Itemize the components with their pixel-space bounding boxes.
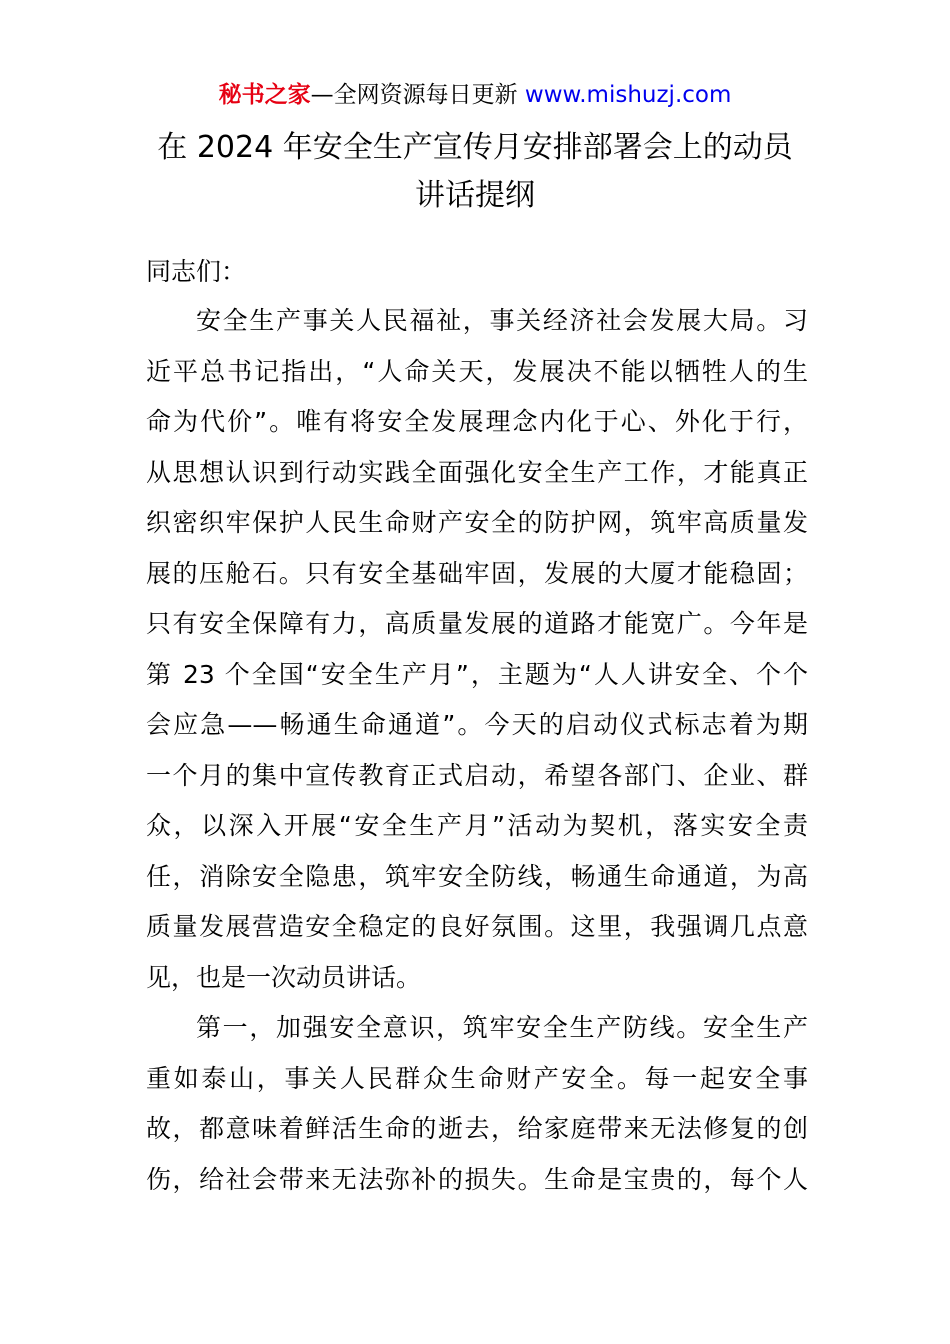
salutation: 同志们： <box>146 257 247 286</box>
site-brand: 秘书之家 <box>218 82 311 108</box>
paragraph-line: 会应急——畅通生命通道”。今天的启动仪式标志着为期 <box>146 710 808 739</box>
document-title <box>120 124 830 220</box>
title-line: 讲话提纲 <box>415 178 535 213</box>
paragraph-line: 近平总书记指出，“人命关天，发展决不能以牺牲人的生 <box>146 356 808 386</box>
paragraph-line: 任，消除安全隐患，筑牢安全防线，畅通生命通道，为高 <box>146 861 808 891</box>
site-tagline: —全网资源每日更新 <box>310 82 525 108</box>
paragraph <box>146 296 808 1003</box>
paragraph-line: 织密织牢保护人民生命财产安全的防护网，筑牢高质量发 <box>146 508 808 537</box>
paragraph-line: 见，也是一次动员讲话。 <box>146 962 422 992</box>
paragraph-line: 质量发展营造安全稳定的良好氛围。这里，我强调几点意 <box>146 912 808 941</box>
site-header <box>0 78 950 112</box>
paragraph-line: 只有安全保障有力，高质量发展的道路才能宽广。今年是 <box>146 609 808 638</box>
paragraph-line: 众，以深入开展“安全生产月”活动为契机，落实安全责 <box>146 811 808 840</box>
document-body <box>146 248 808 1205</box>
paragraph-line: 命为代价”。唯有将安全发展理念内化于心、外化于行， <box>146 407 808 436</box>
paragraph <box>146 1003 808 1205</box>
paragraph-line: 安全生产事关人民福祉，事关经济社会发展大局。习 <box>196 306 808 335</box>
paragraph-line: 从思想认识到行动实践全面强化安全生产工作，才能真正 <box>146 457 808 487</box>
paragraph-line: 故，都意味着鲜活生命的逝去，给家庭带来无法修复的创 <box>146 1114 808 1143</box>
paragraph-line: 第 23 个全国“安全生产月”，主题为“人人讲安全、个个 <box>146 659 808 689</box>
paragraph-line: 伤，给社会带来无法弥补的损失。生命是宝贵的，每个人 <box>146 1164 808 1194</box>
paragraph-line: 一个月的集中宣传教育正式启动，希望各部门、企业、群 <box>146 760 808 790</box>
paragraph-line: 第一，加强安全意识，筑牢安全生产防线。安全生产 <box>196 1013 808 1042</box>
paragraph-line: 展的压舱石。只有安全基础牢固，发展的大厦才能稳固； <box>146 558 808 588</box>
paragraph-line: 重如泰山，事关人民群众生命财产安全。每一起安全事 <box>146 1063 808 1093</box>
site-url-link[interactable]: www.mishuzj.com <box>524 82 732 108</box>
title-line: 在 2024 年安全生产宣传月安排部署会上的动员 <box>157 130 793 165</box>
